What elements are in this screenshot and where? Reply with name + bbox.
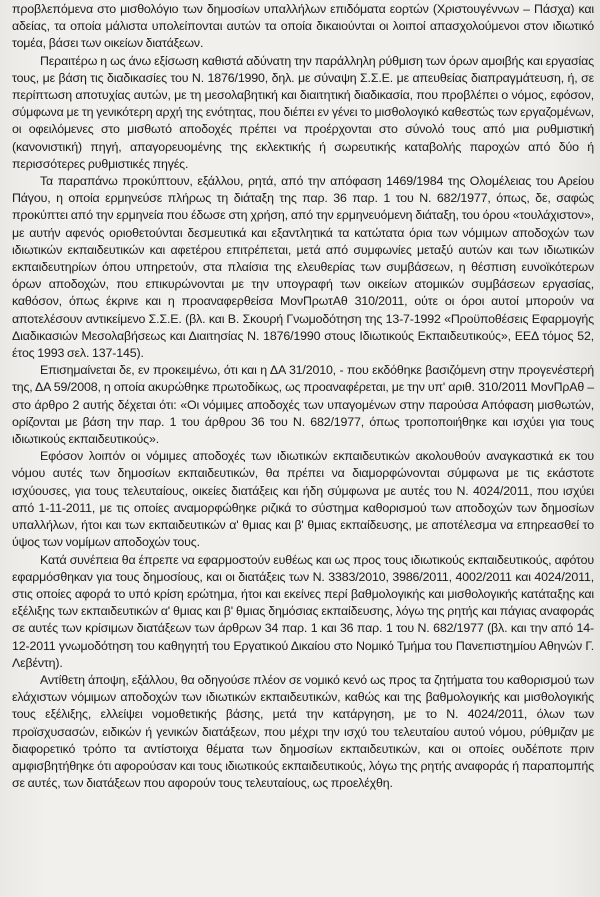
paragraph-7: Αντίθετη άποψη, εξάλλου, θα οδηγούσε πλέον σε νομικό κενό ως προς τα ζητήματα του καθορισμού των ελάχιστων νόμιμων αποδοχών των ιδιωτικών εκπαιδευτικών, καθώς και της βαθμολογικής και μισθολογικής τους εξέλιξης, ελλείψει νομοθετικής βάσης, μετά την κατάργηση, με το Ν. 4024/2011, όλων των προϊσχυσασών, ειδικών ή γενικών διατάξεων, που μέχρι την ισχύ του τελευταίου αυτού νόμου, ρύθμιζαν με διαφορετικό τρόπο τα αντίστοιχα θέματα των δημοσίων εκπαιδευτικών, και οι οποίες ουδέποτε πριν αμφισβητήθηκε ότι αφορούσαν και τους ιδιωτικούς εκπαιδευτικούς, λόγω της ρητής αναφοράς ή παραπομπής σε αυτές, των διατάξεων που αφορούν τους τελευταίους, ως προελέχθη.: [12, 672, 594, 791]
paragraph-6: Κατά συνέπεια θα έπρεπε να εφαρμοστούν ευθέως και ως προς τους ιδιωτικούς εκπαιδευτικούς, αφότου εφαρμόσθηκαν για τους δημοσίους, και οι διατάξεις των Ν. 3383/2010, 3986/2011, 4002/2011 και 4024/2011, στις οποίες αφορά το υπό κρίση ερώτημα, ήτοι και εκείνες περί βαθμολογικής και μισθολογικής κατάταξης και εξέλιξης των εκπαιδευτικών α' θμιας και β' θμιας δημόσιας εκπαίδευσης, λόγω της ρητής και πάγιας αναφοράς σε αυτές των κρίσιμων διατάξεων των άρθρων 34 παρ. 1 και 36 παρ. 1 του Ν. 682/1977 (βλ. και την από 14-12-2011 γνωμοδότηση του καθηγητή του Εργατικού Δικαίου στο Νομικό Τμήμα του Πανεπιστημίου Αθηνών Γ. Λεβέντη).: [12, 552, 594, 670]
paragraph-5: Εφόσον λοιπόν οι νόμιμες αποδοχές των ιδιωτικών εκπαιδευτικών ακολουθούν αναγκαστικά εκ του νόμου αυτές των δημοσίων εκπαιδευτικών, θα πρέπει να διαμορφώνονται σύμφωνα με τις εκάστοτε ισχύουσες, για τους τελευταίους, οικείες διατάξεις και ήδη σύμφωνα με αυτές του Ν. 4024/2011, που ισχύει από 1-11-2011, με τις οποίες αναμορφώθηκε ριζικά το σύστημα καθορισμού των αποδοχών των δημοσίων υπαλλήλων, ήτοι και των εκπαιδευτικών α' θμιας και β' θμιας εκπαίδευσης, με αποτέλεσμα να επηρεασθεί το ύψος των νομίμων αποδοχών τους.: [12, 449, 594, 550]
paragraph-4: Επισημαίνεται δε, εν προκειμένω, ότι και η ΔΑ 31/2010, - που εκδόθηκε βασιζόμενη στην προγενέστερή της, ΔΑ 59/2008, η οποία ακυρώθηκε πρωτοδίκως, ως προαναφέρεται, με την υπ' αριθ. 310/2011 ΜονΠρΑθ – στο άρθρο 2 αυτής δέχεται ότι: «Οι νόμιμες αποδοχές των υπαγομένων στην παρούσα Απόφαση μισθωτών, ορίζονται με βάση την παρ. 1 του άρθρου 36 του Ν. 682/1977, όπως τροποποιήθηκε και ισχύει για τους ιδιωτικούς εκπαιδευτικούς».: [12, 363, 594, 447]
paragraph-2: Περαιτέρω η ως άνω εξίσωση καθιστά αδύνατη την παράλληλη ρύθμιση των όρων αμοιβής και εργασίας τους, με βάση τις διαδικασίες του Ν. 1876/1990, δηλ. με σύναψη Σ.Σ.Ε. με απευθείας διαπραγμάτευση, ή, σε περίπτωση αποτυχίας αυτών, με τη μεσολαβητική και διαιτητική διαδικασία, που προβλέπει ο νόμος, εφόσον, σύμφωνα με τη γενικότερη αρχή της ενότητας, που διέπει εν γένει το μισθολογικό καθεστώς των εργαζομένων, οι οφειλόμενες στο μισθωτό αποδοχές πρέπει να προέρχονται στο σύνολό τους από μια ρυθμιστική (κανονιστική) πηγή, απαγορευομένης της εκλεκτικής ή σωρευτικής καταβολής παροχών από δύο ή περισσότερες ρυθμιστικές πηγές.: [12, 53, 594, 171]
paragraph-3: Τα παραπάνω προκύπτουν, εξάλλου, ρητά, από την απόφαση 1469/1984 της Ολομέλειας του Αρείου Πάγου, η οποία ερμηνεύσε πλήρως τη διάταξη της παρ. 36 παρ. 1 του Ν. 682/1977, όπως, δε, σαφώς προκύπτει από την ερμηνεία που έδωσε στη χρήση, από την ερμηνευόμενη διάταξη, του όρου «τουλάχιστον», με αυτήν αφενός οριοθετούνται δεσμευτικά και εξαντλητικά τα κατώτατα όρια των νόμιμων αποδοχών των ιδιωτικών εκπαιδευτικών και αφετέρου επιτρέπεται, μετά από συμφωνίες μεταξύ αυτών και των ιδιωτικών εκπαιδευτηρίων όπου υπηρετούν, στα πλαίσια της ελευθερίας των συμβάσεων, η θέσπιση ευνοϊκότερων όρων αποδοχών, που επικυρώνονται με την υπογραφή των οικείων ατομικών συμβάσεων εργασίας, καθόσον, όπως έκρινε και η προαναφερθείσα ΜονΠρωτΑθ 310/2011, ούτε οι όροι αυτοί μπορούν να αποτελέσουν αντικείμενο Σ.Σ.Ε. (βλ. και Β. Σκουρή Γνωμοδότηση της 13-7-1992 «Προϋποθέσεις Εφαρμογής Διαδικασιών Μεσολαβήσεως και Διαιτησίας Ν. 1876/1990 στους Ιδιωτικούς Εκπαιδευτικούς», ΕΕΔ τόμος 52, έτος 1993 σελ. 137-145).: [12, 174, 594, 361]
paragraph-1: προβλεπόμενα στο μισθολόγιο των δημοσίων υπαλλήλων επιδόματα εορτών (Χριστουγέννων – Πάσχα) και αδείας, τα οποία μάλιστα υπολείπονται αυτών τα οποία δικαιούνται οι λοιποί απασχολούμενοι στον ιδιωτικό τομέα, βάσει των οικείων διατάξεων.: [12, 2, 594, 51]
